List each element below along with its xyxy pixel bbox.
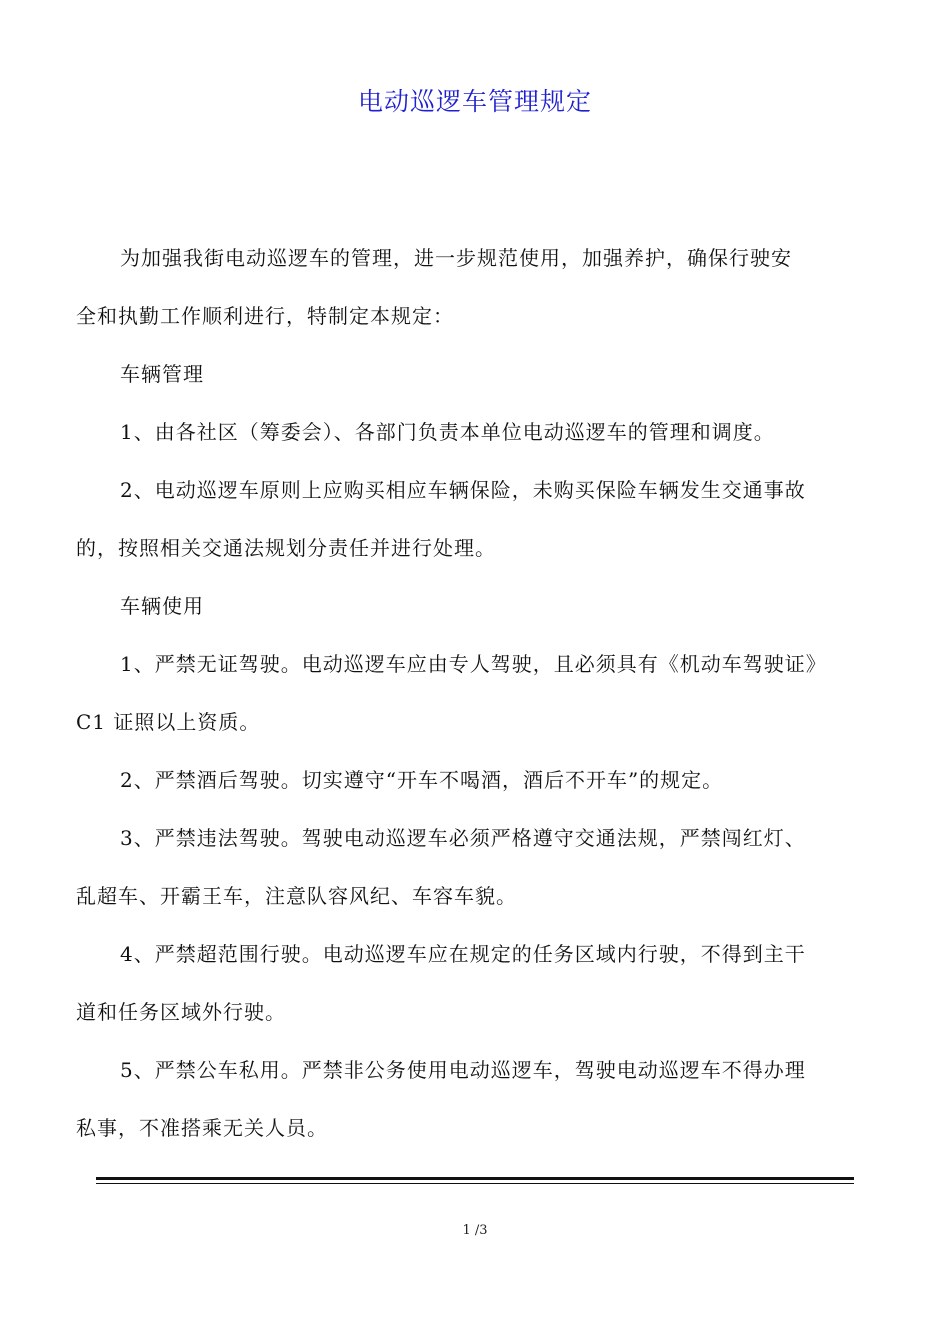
use-item-4-line-1: 4、严禁超范围行驶。电动巡逻车应在规定的任务区域内行驶，不得到主干 (120, 942, 806, 966)
management-item-2-line-1: 2、电动巡逻车原则上应购买相应车辆保险，未购买保险车辆发生交通事故 (120, 478, 806, 502)
use-item-4 (76, 925, 858, 1041)
intro-line-1: 为加强我街电动巡逻车的管理，进一步规范使用，加强养护，确保行驶安 (120, 246, 792, 270)
footer-divider-thick (96, 1177, 854, 1180)
use-item-2 (98, 751, 858, 809)
use-item-5-line-2: 私事，不准搭乘无关人员。 (76, 1116, 328, 1140)
footer-divider-thin (96, 1183, 854, 1184)
intro-paragraph (76, 229, 858, 345)
management-item-1 (98, 403, 858, 461)
use-item-5-line-1: 5、严禁公车私用。严禁非公务使用电动巡逻车，驾驶电动巡逻车不得办理 (120, 1058, 806, 1082)
page-indicator: 1 /3 (462, 1223, 488, 1238)
section-heading-vehicle-use: 车辆使用 (120, 594, 204, 618)
intro-line-2: 全和执勤工作顺利进行，特制定本规定： (76, 304, 454, 328)
section-heading-vehicle-management: 车辆管理 (120, 362, 204, 386)
use-item-5 (76, 1041, 858, 1157)
use-item-3 (76, 809, 858, 925)
document-body (76, 229, 858, 1157)
use-item-3-line-2: 乱超车、开霸王车，注意队容风纪、车容车貌。 (76, 884, 517, 908)
use-item-1-line-2: C1 证照以上资质。 (76, 710, 261, 734)
use-item-4-line-2: 道和任务区域外行驶。 (76, 1000, 286, 1024)
management-item-1-line-1: 1、由各社区（筹委会）、各部门负责本单位电动巡逻车的管理和调度。 (120, 420, 775, 444)
use-item-1 (76, 635, 858, 751)
management-item-2 (76, 461, 858, 577)
use-item-1-line-1: 1、严禁无证驾驶。电动巡逻车应由专人驾驶，且必须具有《机动车驾驶证》 (120, 652, 827, 676)
document-title: 电动巡逻车管理规定 (357, 87, 592, 116)
use-item-3-line-1: 3、严禁违法驾驶。驾驶电动巡逻车必须严格遵守交通法规，严禁闯红灯、 (120, 826, 806, 850)
management-item-2-line-2: 的，按照相关交通法规划分责任并进行处理。 (76, 536, 496, 560)
use-item-2-line-1: 2、严禁酒后驾驶。切实遵守“开车不喝酒，酒后不开车”的规定。 (120, 768, 724, 792)
